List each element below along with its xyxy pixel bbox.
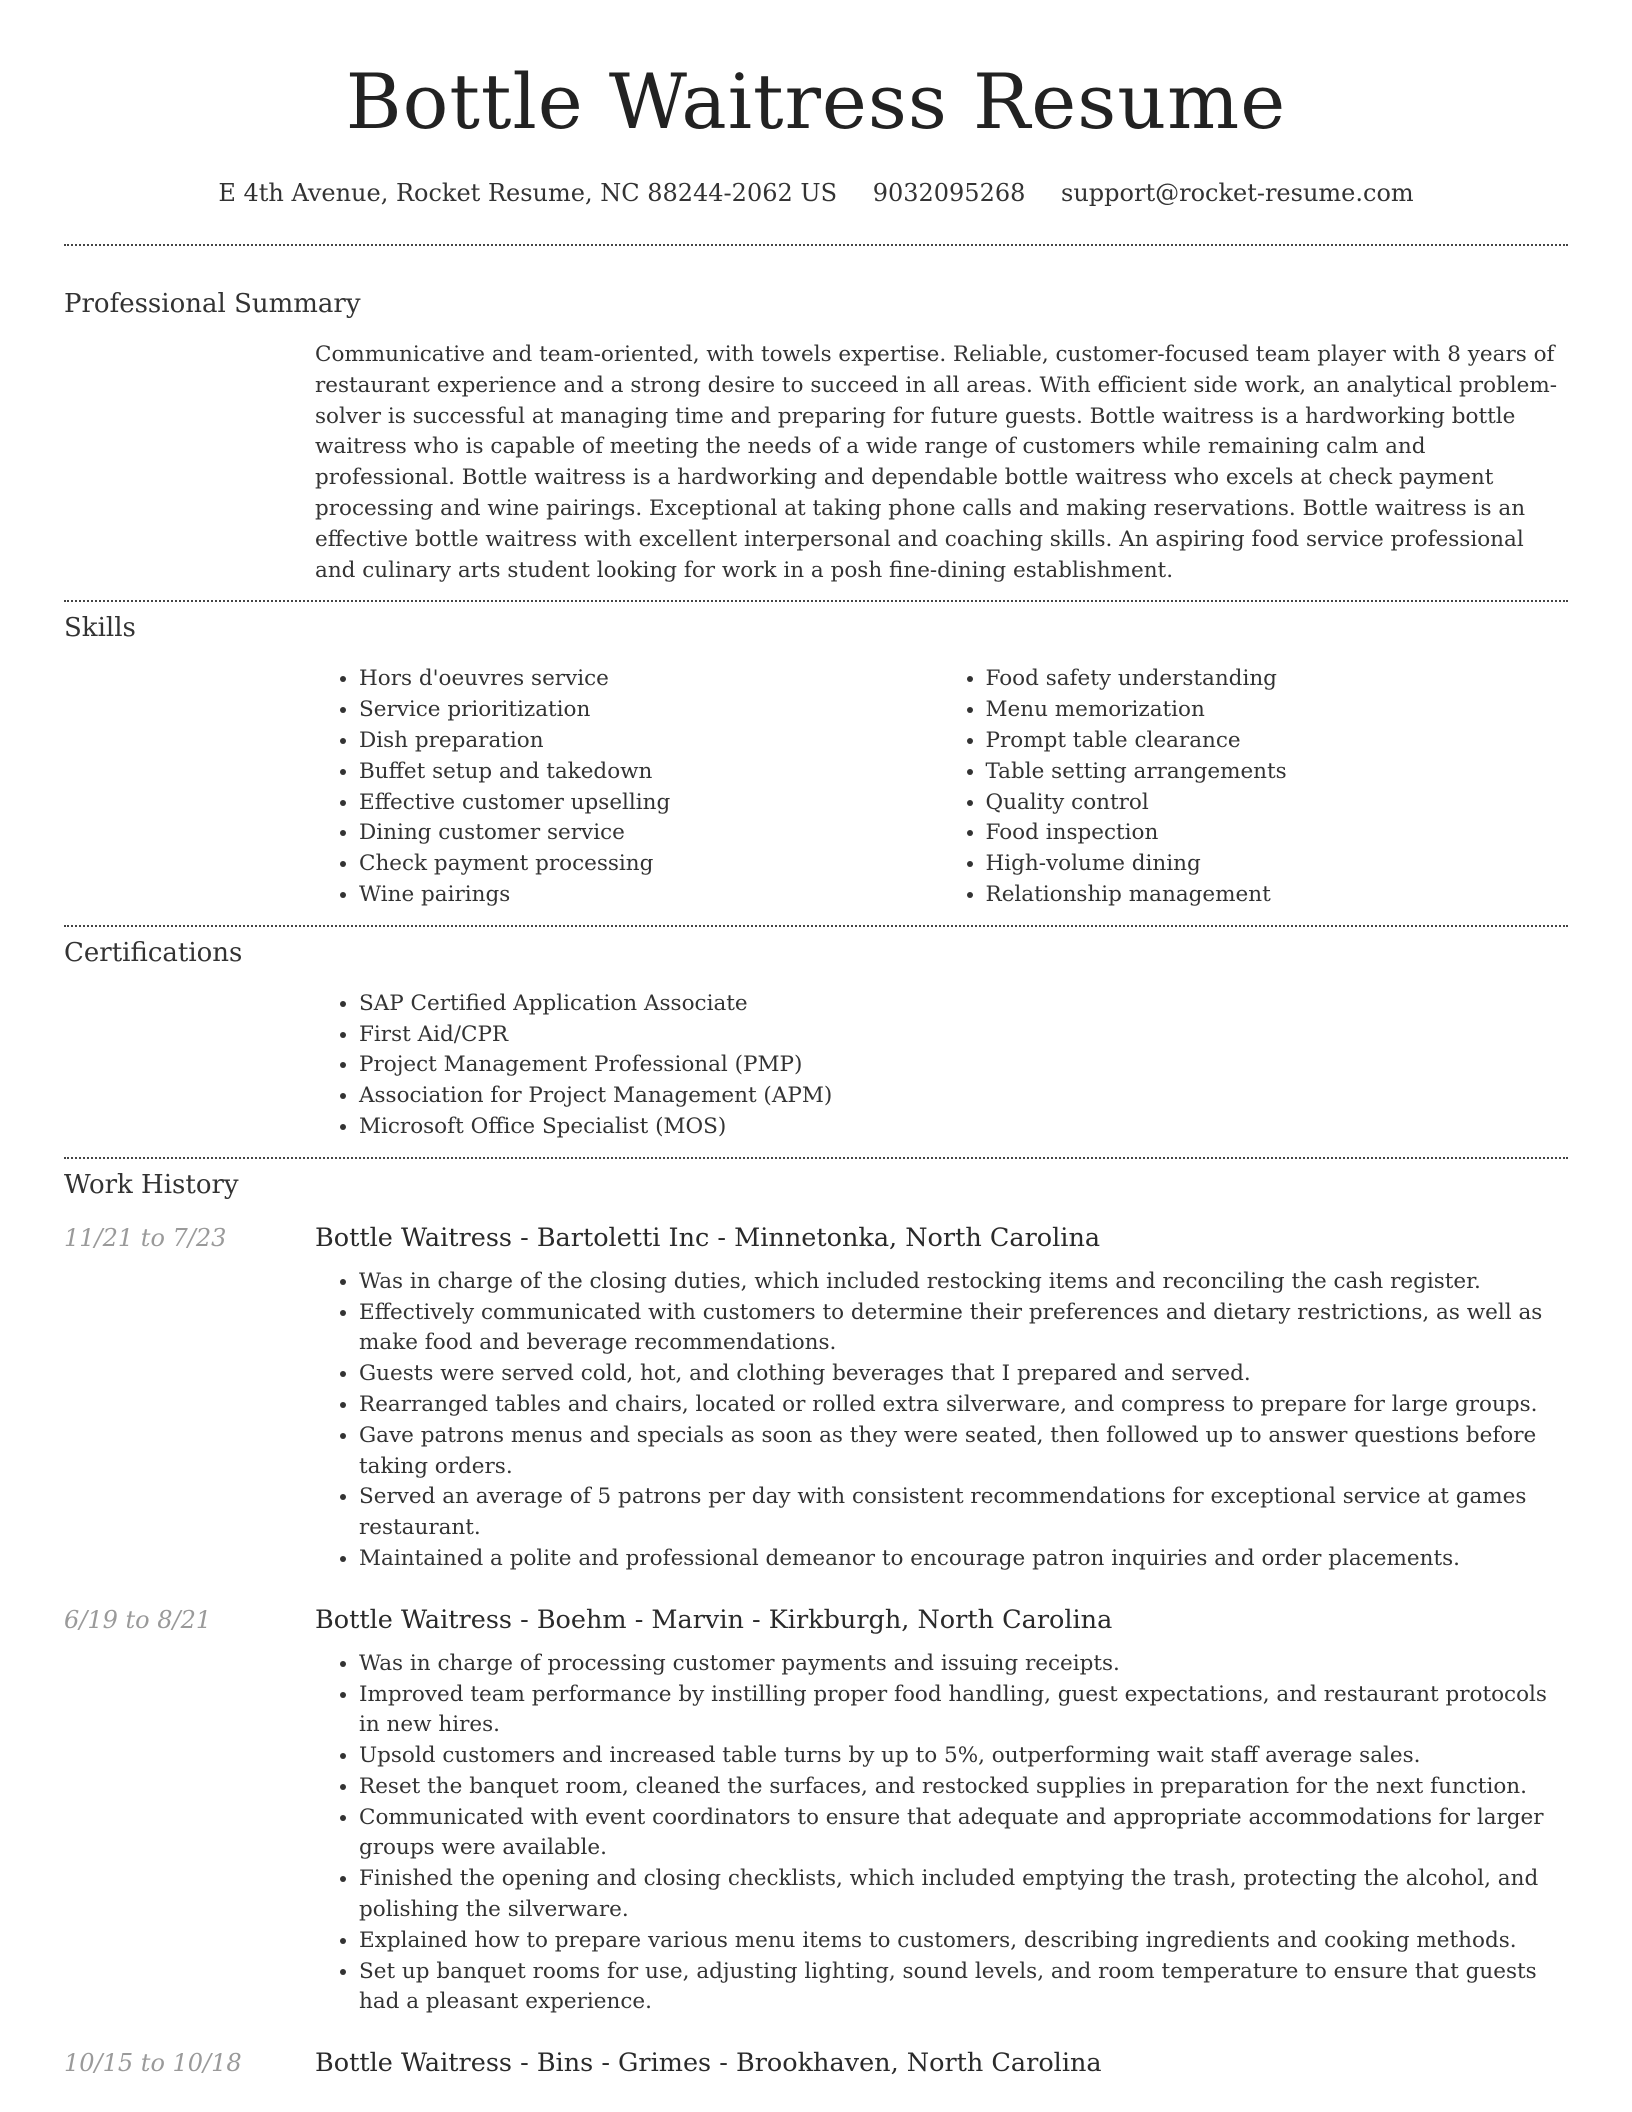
- list-item: • Was in charge of the closing duties, which included restocking items and reconciling the cash register.: [359, 1267, 1568, 1298]
- job-entry: [64, 1223, 1568, 1575]
- resume-page: [64, 0, 1568, 2078]
- list-item: • Buffet setup and takedown: [359, 757, 942, 788]
- section-title-work-history: Work History: [64, 1169, 239, 1200]
- job-dates: 10/15 to 10/18: [64, 2049, 242, 2078]
- job-entry: [64, 2048, 1568, 2078]
- list-item: • Was in charge of processing customer payments and issuing receipts.: [359, 1649, 1568, 1680]
- job-dates: 6/19 to 8/21: [64, 1605, 212, 1634]
- list-item: • Improved team performance by instilling proper food handling, guest expectations, and restaurant protocols in new hires.: [359, 1680, 1568, 1742]
- certifications-list: [315, 989, 1568, 1143]
- list-item: • Hors d'oeuvres service: [359, 664, 942, 695]
- divider: [64, 600, 1568, 602]
- list-item: • Microsoft Office Specialist (MOS): [359, 1112, 1568, 1143]
- divider: [64, 1157, 1568, 1159]
- section-title-skills: Skills: [64, 613, 136, 644]
- list-item: • Served an average of 5 patrons per day with consistent recommendations for exceptional service at games restaurant.: [359, 1482, 1568, 1544]
- list-item: • Effective customer upselling: [359, 788, 942, 819]
- contact-line: [64, 178, 1568, 208]
- job-title: Bottle Waitress - Bins - Grimes - Brookhaven, North Carolina: [315, 2048, 1102, 2079]
- list-item: • Menu memorization: [986, 695, 1569, 726]
- summary-text: Communicative and team-oriented, with towels expertise. Reliable, customer-focused team player with 8 years of restaurant experience and a strong desire to succeed in all areas. With efficient side work, an analytical problem-solver is successful at managing time and preparing for future guests. Bottle waitress is a hardworking bottle waitress who is capable of meeting the needs of a wide range of customers while remaining calm and professional. Bottle waitress is a hardworking and dependable bottle waitress who excels at check payment processing and wine pairings. Exceptional at taking phone calls and making reservations. Bottle waitress is an effective bottle waitress with excellent interpersonal and coaching skills. An aspiring food service professional and culinary arts student looking for work in a posh fine-dining establishment.: [315, 342, 1558, 583]
- list-item: • Check payment processing: [359, 849, 942, 880]
- list-item: • Relationship management: [986, 880, 1569, 911]
- contact-phone: 9032095268: [872, 179, 1026, 207]
- job-entry: [64, 1605, 1568, 2019]
- section-title-summary: Professional Summary: [64, 289, 361, 319]
- list-item: • SAP Certified Application Associate: [359, 989, 1568, 1020]
- list-item: • Service prioritization: [359, 695, 942, 726]
- list-item: • Upsold customers and increased table turns by up to 5%, outperforming wait staff average sales.: [359, 1741, 1568, 1772]
- page-title: Bottle Waitress Resume: [345, 57, 1287, 146]
- list-item: • First Aid/CPR: [359, 1020, 1568, 1051]
- list-item: • High-volume dining: [986, 849, 1569, 880]
- list-item: • Association for Project Management (APM): [359, 1081, 1568, 1112]
- skills-column-left: [315, 664, 942, 910]
- skills-list: [315, 664, 1568, 910]
- list-item: • Reset the banquet room, cleaned the surfaces, and restocked supplies in preparation for the next function.: [359, 1772, 1568, 1803]
- job-title: Bottle Waitress - Boehm - Marvin - Kirkburgh, North Carolina: [315, 1604, 1113, 1635]
- list-item: • Food safety understanding: [986, 664, 1569, 695]
- list-item: • Guests were served cold, hot, and clothing beverages that I prepared and served.: [359, 1359, 1568, 1390]
- contact-email: support@rocket-resume.com: [1061, 179, 1414, 207]
- list-item: • Set up banquet rooms for use, adjusting lighting, sound levels, and room temperature to ensure that guests had a pleasant experience.: [359, 1957, 1568, 2019]
- list-item: • Explained how to prepare various menu items to customers, describing ingredients and cooking methods.: [359, 1926, 1568, 1957]
- list-item: • Effectively communicated with customers to determine their preferences and dietary restrictions, as well as make food and beverage recommendations.: [359, 1298, 1568, 1360]
- divider: [64, 925, 1568, 927]
- skills-column-right: [942, 664, 1569, 910]
- list-item: • Maintained a polite and professional demeanor to encourage patron inquiries and order placements.: [359, 1544, 1568, 1575]
- list-item: • Quality control: [986, 788, 1569, 819]
- list-item: • Wine pairings: [359, 880, 942, 911]
- list-item: • Dining customer service: [359, 818, 942, 849]
- list-item: • Table setting arrangements: [986, 757, 1569, 788]
- list-item: • Dish preparation: [359, 726, 942, 757]
- divider: [64, 244, 1568, 246]
- list-item: • Prompt table clearance: [986, 726, 1569, 757]
- job-title: Bottle Waitress - Bartoletti Inc - Minnetonka, North Carolina: [315, 1222, 1101, 1253]
- list-item: • Rearranged tables and chairs, located or rolled extra silverware, and compress to prepare for large groups.: [359, 1390, 1568, 1421]
- list-item: • Gave patrons menus and specials as soon as they were seated, then followed up to answer questions before taking orders.: [359, 1421, 1568, 1483]
- list-item: • Project Management Professional (PMP): [359, 1050, 1568, 1081]
- job-dates: 11/21 to 7/23: [64, 1223, 227, 1252]
- contact-address: E 4th Avenue, Rocket Resume, NC 88244-2062 US: [218, 179, 838, 207]
- section-title-certifications: Certifications: [64, 937, 243, 968]
- list-item: • Communicated with event coordinators to ensure that adequate and appropriate accommodations for larger groups were available.: [359, 1803, 1568, 1865]
- list-item: • Finished the opening and closing checklists, which included emptying the trash, protecting the alcohol, and polishing the silverware.: [359, 1864, 1568, 1926]
- list-item: • Food inspection: [986, 818, 1569, 849]
